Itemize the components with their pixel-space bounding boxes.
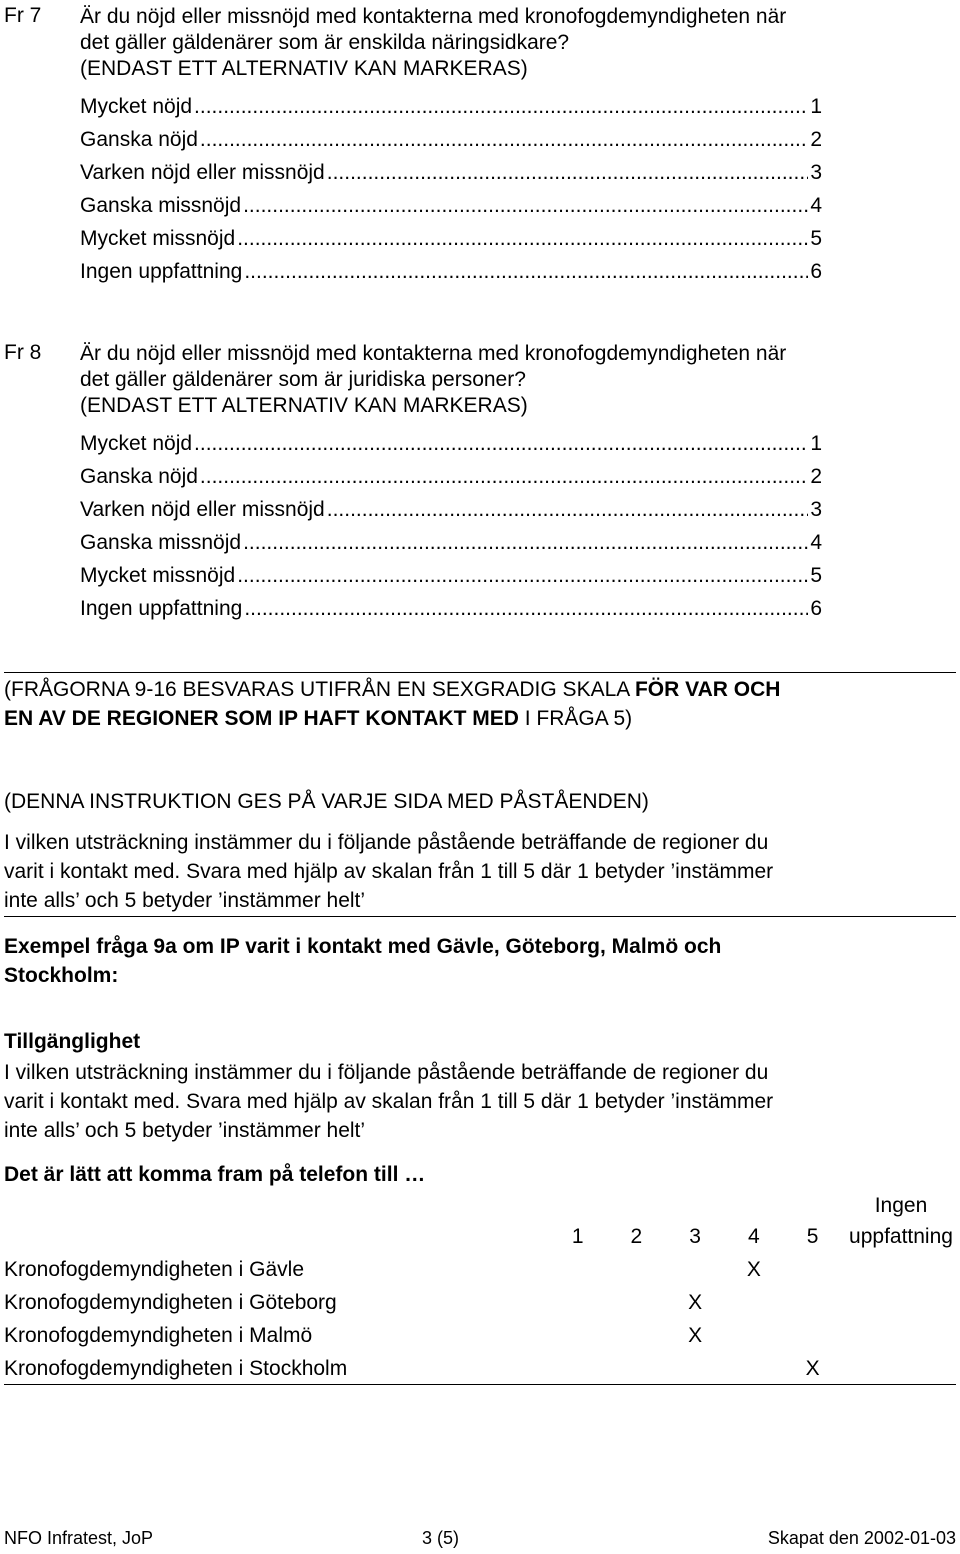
- grid-spacer: [725, 1192, 784, 1220]
- example-heading-line: Exempel fråga 9a om IP varit i kontakt med Gävle, Göteborg, Malmö och: [4, 935, 722, 958]
- example-intro: [4, 1058, 944, 1145]
- grid-cell: [548, 1319, 607, 1352]
- example-subheading: Tillgänglighet: [4, 1030, 141, 1053]
- answer-option-code: 2: [810, 465, 822, 488]
- question-number: Fr 8: [4, 341, 42, 364]
- answer-options: [80, 427, 822, 625]
- answer-option-code: 3: [810, 498, 822, 521]
- answer-option-label: Ingen uppfattning: [80, 597, 243, 620]
- answer-option-label: Ganska nöjd: [80, 465, 198, 488]
- example-intro-line: inte alls’ och 5 betyder ’instämmer helt’: [4, 1119, 366, 1142]
- question-text-line: det gäller gäldenärer som är enskilda näringsidkare?: [80, 31, 570, 54]
- answer-option-label: Mycket missnöjd: [80, 227, 236, 250]
- grid-row: [4, 1253, 960, 1286]
- answer-option-label: Ganska missnöjd: [80, 531, 242, 554]
- answer-option: [80, 90, 822, 123]
- dot-leader: [327, 493, 809, 526]
- question-text-line: Är du nöjd eller missnöjd med kontakterna med kronofogdemyndigheten när: [80, 5, 787, 28]
- grid-cell: [725, 1319, 784, 1352]
- section-divider: [4, 672, 956, 673]
- answer-option: [80, 222, 822, 255]
- answer-option: [80, 559, 822, 592]
- answer-option-code: 2: [810, 128, 822, 151]
- answer-option-code: 4: [810, 531, 822, 554]
- question-text-line: Är du nöjd eller missnöjd med kontakterna med kronofogdemyndigheten när: [80, 342, 787, 365]
- footer-date: Skapat den 2002-01-03: [767, 1528, 956, 1548]
- grid-header-row: [4, 1220, 960, 1253]
- answer-option: [80, 460, 822, 493]
- instruction-text: I FRÅGA 5): [518, 707, 633, 730]
- grid-cell: [666, 1253, 725, 1286]
- example-heading-line: Stockholm:: [4, 964, 119, 987]
- grid-row-label: Kronofogdemyndigheten i Gävle: [4, 1258, 305, 1281]
- dot-leader: [327, 156, 809, 189]
- answer-option: [80, 493, 822, 526]
- answer-option-label: Mycket nöjd: [80, 95, 193, 118]
- grid-cell: [783, 1253, 842, 1286]
- grid-header-scale: 2: [630, 1225, 643, 1248]
- grid-row: [4, 1286, 960, 1319]
- grid-header-scale: 5: [806, 1225, 819, 1248]
- example-heading: [4, 932, 944, 990]
- answer-option-label: Varken nöjd eller missnöjd: [80, 498, 325, 521]
- table-bottom-rule: [4, 1384, 956, 1385]
- answer-option-code: 4: [810, 194, 822, 217]
- answer-option-code: 5: [810, 227, 822, 250]
- answer-option-code: 1: [810, 432, 822, 455]
- answer-option-label: Ingen uppfattning: [80, 260, 243, 283]
- example-intro-line: I vilken utsträckning instämmer du i följande påstående beträffande de regioner du: [4, 1061, 769, 1084]
- grid-header-row-top: [4, 1192, 960, 1220]
- grid-cell: [783, 1286, 842, 1319]
- example-intro-line: varit i kontakt med. Svara med hjälp av skalan från 1 till 5 där 1 betyder ’instämmer: [4, 1090, 774, 1113]
- footer-company: NFO Infratest, JoP: [4, 1528, 154, 1548]
- answer-option-code: 5: [810, 564, 822, 587]
- grid-cell-mark: X: [746, 1258, 761, 1281]
- grid-cell: [842, 1352, 960, 1385]
- grid-row-label: Kronofogdemyndigheten i Göteborg: [4, 1291, 337, 1314]
- example-answer-grid: [4, 1192, 960, 1385]
- question-body: [80, 4, 926, 288]
- grid-cell: [725, 1352, 784, 1385]
- grid-cell: [607, 1352, 666, 1385]
- section-instruction-line: [4, 675, 944, 704]
- answer-option-code: 3: [810, 161, 822, 184]
- dot-leader: [194, 90, 808, 123]
- dot-leader: [200, 460, 808, 493]
- answer-option: [80, 427, 822, 460]
- grid-header-scale: 3: [689, 1225, 701, 1248]
- answer-option: [80, 255, 822, 288]
- grid-cell: [607, 1286, 666, 1319]
- answer-option-code: 1: [810, 95, 822, 118]
- grid-body: [4, 1253, 960, 1385]
- grid-cell: [842, 1319, 960, 1352]
- grid-header-scale: 1: [571, 1225, 584, 1248]
- grid-row: [4, 1352, 960, 1385]
- instruction-text: (FRÅGORNA 9-16 BESVARAS UTIFRÅN EN SEXGRADIG SKALA: [4, 678, 635, 701]
- grid-cell: [548, 1253, 607, 1286]
- answer-option: [80, 156, 822, 189]
- grid-cell: [783, 1319, 842, 1352]
- grid-header-empty: [4, 1220, 548, 1253]
- dot-leader: [200, 123, 808, 156]
- scale-intro-line: varit i kontakt med. Svara med hjälp av skalan från 1 till 5 där 1 betyder ’instämmer: [4, 860, 774, 883]
- grid-cell-mark: X: [688, 1324, 703, 1347]
- grid-row: [4, 1319, 960, 1352]
- grid-row-label: Kronofogdemyndigheten i Malmö: [4, 1324, 313, 1347]
- grid-spacer: [607, 1192, 666, 1220]
- page-footer: [4, 1528, 956, 1549]
- question-instruction: (ENDAST ETT ALTERNATIV KAN MARKERAS): [80, 57, 528, 80]
- grid-spacer: [548, 1192, 607, 1220]
- answer-option-code: 6: [810, 260, 822, 283]
- grid-header-scale: 4: [748, 1225, 760, 1248]
- answer-option-label: Ganska nöjd: [80, 128, 198, 151]
- grid-spacer: [666, 1192, 725, 1220]
- grid-cell: [666, 1352, 725, 1385]
- grid-cell: [607, 1319, 666, 1352]
- answer-option: [80, 592, 822, 625]
- dot-leader: [237, 222, 808, 255]
- grid-cell: [548, 1352, 607, 1385]
- answer-option-label: Mycket missnöjd: [80, 564, 236, 587]
- scale-intro-line: inte alls’ och 5 betyder ’instämmer helt’: [4, 889, 366, 912]
- question-text-line: det gäller gäldenärer som är juridiska personer?: [80, 368, 526, 391]
- instruction-emphasis: EN AV DE REGIONER SOM IP HAFT KONTAKT MED: [4, 707, 519, 730]
- grid-cell: [842, 1286, 960, 1319]
- interviewer-note: (DENNA INSTRUKTION GES PÅ VARJE SIDA MED PÅSTÅENDEN): [4, 790, 649, 813]
- dot-leader: [243, 526, 808, 559]
- section-instruction-line: [4, 704, 944, 733]
- grid-spacer: [783, 1192, 842, 1220]
- dot-leader: [243, 189, 808, 222]
- answer-options: [80, 90, 822, 288]
- answer-option-label: Mycket nöjd: [80, 432, 193, 455]
- section-instruction: [4, 675, 944, 733]
- grid-corner: [4, 1192, 548, 1220]
- grid-cell-mark: X: [688, 1291, 703, 1314]
- dot-leader: [237, 559, 808, 592]
- answer-option: [80, 526, 822, 559]
- grid-cell: [842, 1253, 960, 1286]
- dot-leader: [244, 255, 808, 288]
- grid-cell-mark: X: [805, 1357, 820, 1380]
- scale-intro: [4, 828, 944, 915]
- answer-option: [80, 123, 822, 156]
- example-statement: Det är lätt att komma fram på telefon till …: [4, 1163, 426, 1186]
- instruction-emphasis: FÖR VAR OCH: [634, 678, 781, 701]
- grid-header-no-opinion: uppfattning: [849, 1225, 953, 1248]
- scale-intro-line: I vilken utsträckning instämmer du i följande påstående beträffande de regioner du: [4, 831, 769, 854]
- grid-cell: [607, 1253, 666, 1286]
- grid-cell: [725, 1286, 784, 1319]
- answer-option-label: Varken nöjd eller missnöjd: [80, 161, 325, 184]
- footer-page-number: 3 (5): [421, 1528, 459, 1548]
- grid-cell: [548, 1286, 607, 1319]
- grid-header-no-opinion: Ingen: [874, 1194, 928, 1217]
- section-divider: [4, 916, 956, 917]
- grid-row-label: Kronofogdemyndigheten i Stockholm: [4, 1357, 348, 1380]
- answer-option-label: Ganska missnöjd: [80, 194, 242, 217]
- answer-option: [80, 189, 822, 222]
- question-instruction: (ENDAST ETT ALTERNATIV KAN MARKERAS): [80, 394, 528, 417]
- question-body: [80, 341, 926, 625]
- dot-leader: [244, 592, 808, 625]
- dot-leader: [194, 427, 808, 460]
- answer-option-code: 6: [810, 597, 822, 620]
- question-number: Fr 7: [4, 4, 42, 27]
